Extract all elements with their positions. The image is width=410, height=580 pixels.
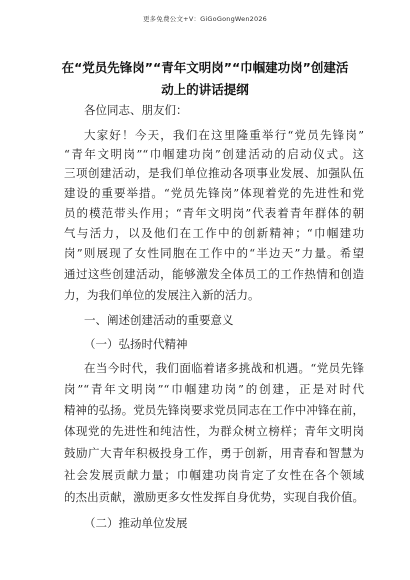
section-heading: 一、阐述创建活动的重要意义 (84, 313, 234, 327)
paragraph-line: 精神的弘扬。党员先锋岗要求党员同志在工作中冲锋在前， (64, 403, 364, 417)
paragraph-line: 三项创建活动，是我们单位推动各项事业发展、加强队伍 (64, 166, 364, 180)
paragraph-line: 员的模范带头作用；“青年文明岗”代表着青年群体的朝 (64, 206, 364, 220)
document-title-line-2: 动上的讲话提纲 (161, 82, 249, 97)
paragraph-line: 力，为我们单位的发展注入新的活力。 (64, 288, 260, 302)
document-title-line-1: 在“党员先锋岗”“青年文明岗”“巾帼建功岗”创建活 (61, 60, 349, 75)
paragraph-line: 通过这些创建活动，能够激发全体员工的工作热情和创造 (64, 267, 364, 281)
paragraph-line: 岗”“青年文明岗”“巾帼建功岗”的创建，正是对时代 (64, 382, 364, 396)
paragraph-line: 社会发展贡献力量；巾帼建功岗肯定了女性在各个领域 (64, 468, 364, 482)
header-note: 更多免费公文+V：GiGoGongWen2026 (142, 15, 267, 23)
paragraph-line: 岗”则展现了女性同胞在工作中的“半边天”力量。希望 (64, 246, 364, 260)
paragraph-line: 大家好！今天，我们在这里隆重举行“党员先锋岗” (84, 128, 364, 142)
paragraph-line: 在当今时代，我们面临着诸多挑战和机遇。“党员先锋 (84, 361, 364, 375)
paragraph-line: 鼓励广大青年积极投身工作，勇于创新，用青春和智慧为 (64, 446, 364, 460)
paragraph-line: “青年文明岗”“巾帼建功岗”创建活动的启动仪式。这 (64, 147, 364, 161)
salutation: 各位同志、朋友们： (84, 103, 188, 117)
subsection-heading: （二）推动单位发展 (84, 516, 188, 530)
paragraph-line: 体现党的先进性和纯洁性，为群众树立榜样；青年文明岗 (64, 424, 364, 438)
paragraph-line: 气与活力，以及他们在工作中的创新精神；“巾帼建功 (64, 226, 364, 240)
subsection-heading: （一）弘扬时代精神 (84, 337, 188, 351)
paragraph-line: 建设的重要举措。“党员先锋岗”体现着党的先进性和党 (64, 186, 364, 200)
paragraph-line: 的杰出贡献，激励更多女性发挥自身优势，实现自我价值。 (64, 490, 364, 504)
